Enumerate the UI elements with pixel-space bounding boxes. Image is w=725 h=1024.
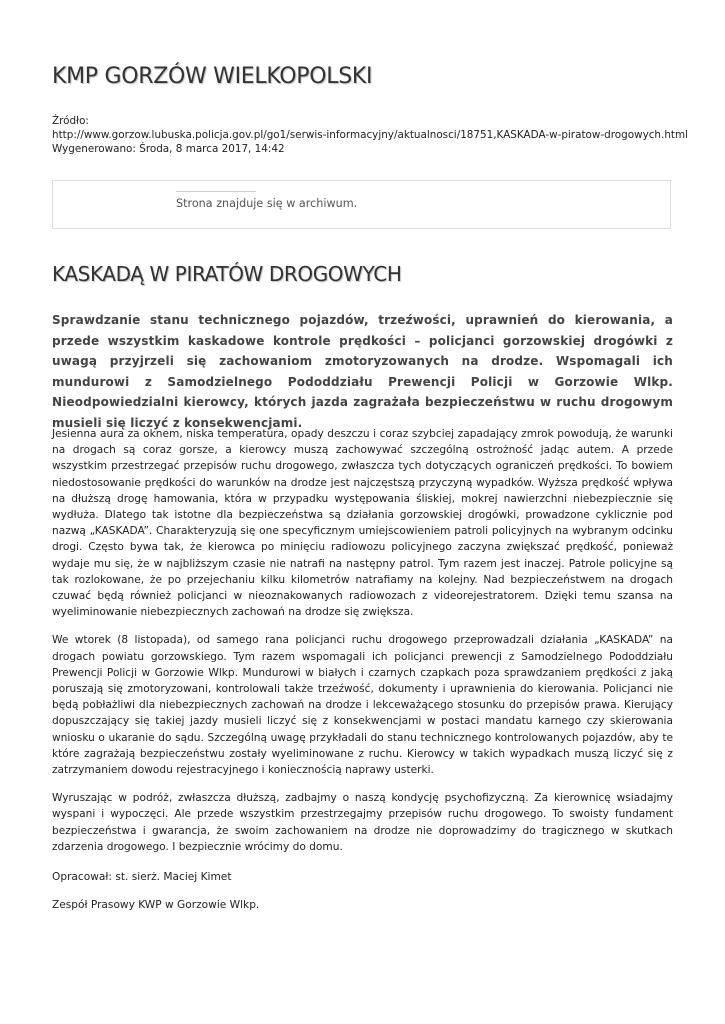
source-label: Źródło: — [52, 115, 89, 127]
article-paragraph: Jesienna aura za oknem, niska temperatura, opady deszczu i coraz szybciej zapadający zmrok powodują, że warunki na drogach są coraz gorsze, a kierowcy muszą zachowywać szczególną ostrożność jadąc autem. A przede wszystkim przestrzegać przepisów ruchu drogowego, zwłaszcza tych dotyczących ograniczeń prędkości. To bowiem niedostosowanie prędkości do warunków na drodze jest najczęstszą przyczyną wypadków. Wyższa prędkość wpływa na dłuższą drogę hamowania, która w przypadku występowania śliskiej, mokrej nawierzchni niebezpiecznie się wydłuża. Dlatego tak istotne dla bezpieczeństwa są działania gorzowskiej drogówki, prowadzone cyklicznie pod nazwą „KASKADA”. Charakteryzują się one specyficznym umiejscowieniem patroli policyjnych na wybranym odcinku drogi. Często bywa tak, że kierowca po minięciu radiowozu policyjnego zaczyna zwiększać prędkość, ponieważ wydaje mu się, że w najbliższym czasie nie natrafi na następny patrol. Tym razem jest inaczej. Patrole policyjne są tak rozlokowane, że po przejechaniu kilku kilometrów natrafiamy na kolejny. Nad bezpieczeństwem na drogach czuwać będą również policjanci w nieoznakowanych radiowozach z videorejestratorem. Dzięki temu szansa na wyeliminowanie niebezpiecznych zachowań na drodze się zwiększa. — [52, 428, 673, 619]
archive-notice-box — [52, 180, 671, 229]
article-author: Opracował: st. sierż. Maciej Kimet — [52, 871, 232, 884]
archive-divider — [176, 191, 256, 192]
source-url: http://www.gorzow.lubuska.policja.gov.pl/go1/serwis-informacyjny/aktualnosci/18751,KASKADA-w-piratow-drogowych.html — [52, 129, 688, 141]
press-office: Zespół Prasowy KWP w Gorzowie Wlkp. — [52, 899, 260, 912]
archive-notice: Strona znajduje się w archiwum. — [176, 197, 358, 210]
site-title: KMP GORZÓW WIELKOPOLSKI — [52, 64, 373, 89]
article-paragraph: We wtorek (8 listopada), od samego rana policjanci ruchu drogowego przeprowadzali działania „KASKADA” na drogach powiatu gorzowskiego. Tym razem wspomagali ich policjanci prewencji z Samodzielnego Pododdziału Prewencji Policji w Gorzowie Wlkp. Mundurowi w białych i czarnych czapkach poza sprawdzaniem prędkości z jaką poruszają się zmotoryzowani, kontrolowali także trzeźwość, dokumenty i uprawnienia do kierowania. Policjanci nie będą pobłażliwi dla niebezpiecznych zachowań na drodze i lekceważącego stosunku do przepisów prawa. Kierujący dopuszczający się takiej jazdy musieli liczyć się z konsekwencjami w postaci mandatu karnego czy skierowania wniosku o ukaranie do sądu. Szczególną uwagę przykładali do stanu technicznego kontrolowanych pojazdów, aby te które zagrażają bezpieczeństwu zostały wyeliminowane z ruchu. Kierowcy w takich wypadkach muszą liczyć się z zatrzymaniem dowodu rejestracyjnego i koniecznością naprawy usterki. — [52, 634, 673, 777]
generated-date: Wygenerowano: Środa, 8 marca 2017, 14:42 — [52, 143, 285, 155]
article-body — [52, 426, 673, 925]
source-meta — [52, 114, 692, 156]
article-title: KASKADĄ W PIRATÓW DROGOWYCH — [52, 262, 402, 286]
article-lead: Sprawdzanie stanu technicznego pojazdów, trzeźwości, uprawnień do kierowania, a przede wszystkim kaskadowe kontrole prędkości – policjanci gorzowskiej drogówki z uwagą przyjrzeli się zachowaniom zmotoryzowanych na drodze. Wspomagali ich mundurowi z Samodzielnego Pododdziału Prewencji Policji w Gorzowie Wlkp. Nieodpowiedzialni kierowcy, których jazda zagrażała bezpieczeństwu w ruchu drogowym musieli się liczyć z konsekwencjami. — [52, 313, 673, 430]
article-paragraph: Wyruszając w podróż, zwłaszcza dłuższą, zadbajmy o naszą kondycję psychofizyczną. Za kierownicę wsiadajmy wyspani i wypoczęci. Ale przede wszystkim przestrzegajmy przepisów ruchu drogowego. To swoisty fundament bezpieczeństwa i gwarancja, że swoim zachowaniem na drodze nie doprowadzimy do tragicznego w skutkach zdarzenia drogowego. I bezpiecznie wrócimy do domu. — [52, 792, 673, 853]
